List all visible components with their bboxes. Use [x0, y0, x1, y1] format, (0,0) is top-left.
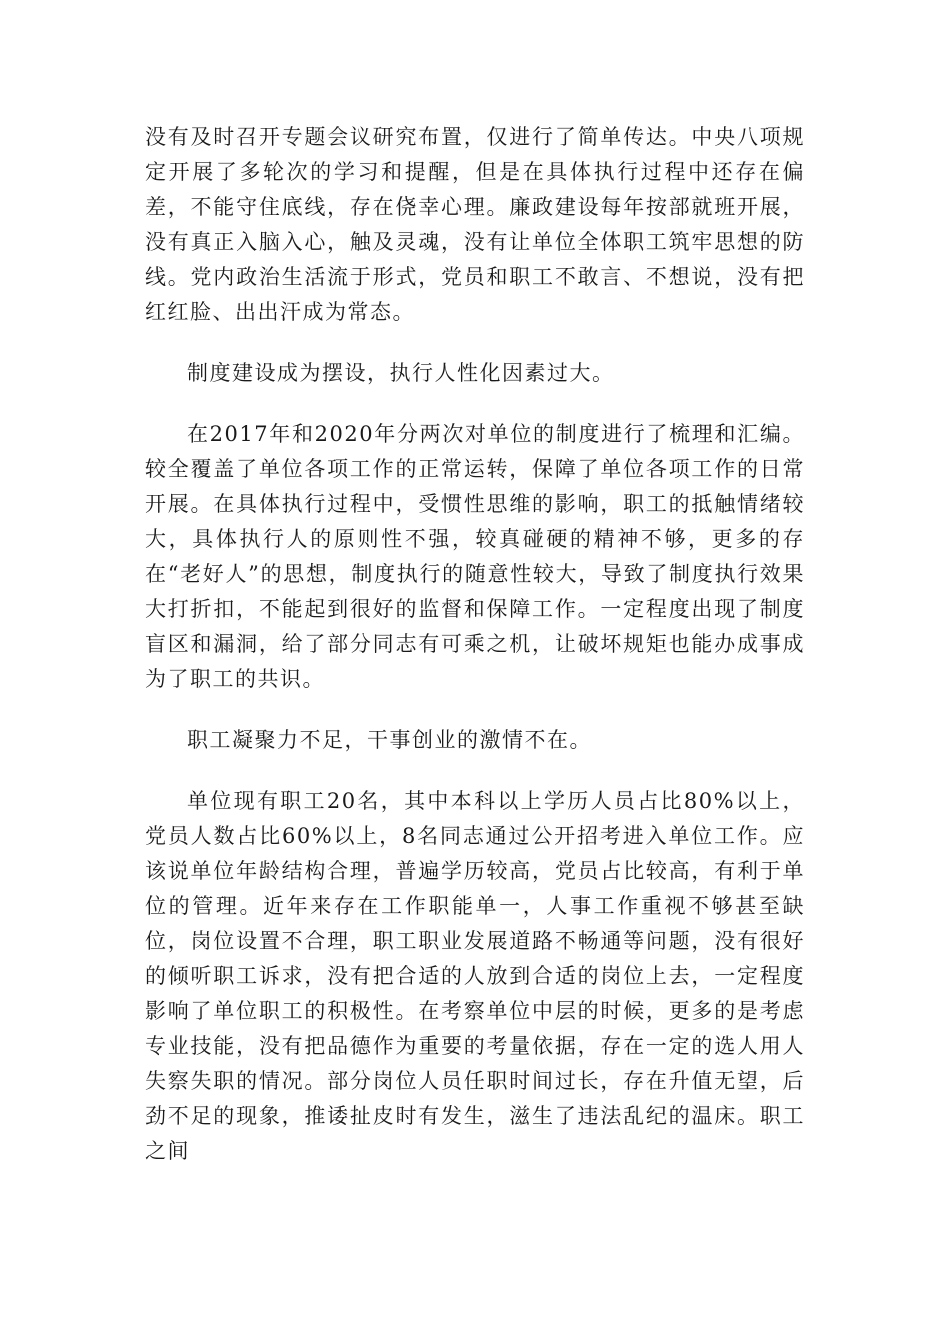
- paragraph-2-heading: 制度建设成为摆设，执行人性化因素过大。: [187, 361, 615, 385]
- paragraph-4-heading: 职工凝聚力不足，干事创业的激情不在。: [187, 728, 592, 752]
- paragraph-1: 没有及时召开专题会议研究布置，仅进行了简单传达。中央八项规定开展了多轮次的学习和提醒，但是在具体执行过程中还存在偏差，不能守住底线，存在侥幸心理。廉政建设每年按部就班开展，没有真正入脑入心，触及灵魂，没有让单位全体职工筑牢思想的防线。党内政治生活流于形式，党员和职工不敢言、不想说，没有把红红脸、出出汗成为常态。: [145, 125, 805, 324]
- paragraph-5: 单位现有职工20名，其中本科以上学历人员占比80%以上，党员人数占比60%以上，8名同志通过公开招考进入单位工作。应该说单位年龄结构合理，普遍学历较高，党员占比较高，有利于单位的管理。近年来存在工作职能单一，人事工作重视不够甚至缺位，岗位设置不合理，职工职业发展道路不畅通等问题，没有很好的倾听职工诉求，没有把合适的人放到合适的岗位上去，一定程度影响了单位职工的积极性。在考察单位中层的时候，更多的是考虑专业技能，没有把品德作为重要的考量依据，存在一定的选人用人失察失职的情况。部分岗位人员任职时间过长，存在升值无望，后劲不足的现象，推诿扯皮时有发生，滋生了违法乱纪的温床。职工之间: [145, 789, 805, 1163]
- paragraph-3: 在2017年和2020年分两次对单位的制度进行了梳理和汇编。较全覆盖了单位各项工作的正常运转，保障了单位各项工作的日常开展。在具体执行过程中，受惯性思维的影响，职工的抵触情绪较大，具体执行人的原则性不强，较真碰硬的精神不够，更多的存在“老好人”的思想，制度执行的随意性较大，导致了制度执行效果大打折扣，不能起到很好的监督和保障工作。一定程度出现了制度盲区和漏洞，给了部分同志有可乘之机，让破坏规矩也能办成事成为了职工的共识。: [145, 422, 805, 691]
- document-page: [145, 120, 805, 1195]
